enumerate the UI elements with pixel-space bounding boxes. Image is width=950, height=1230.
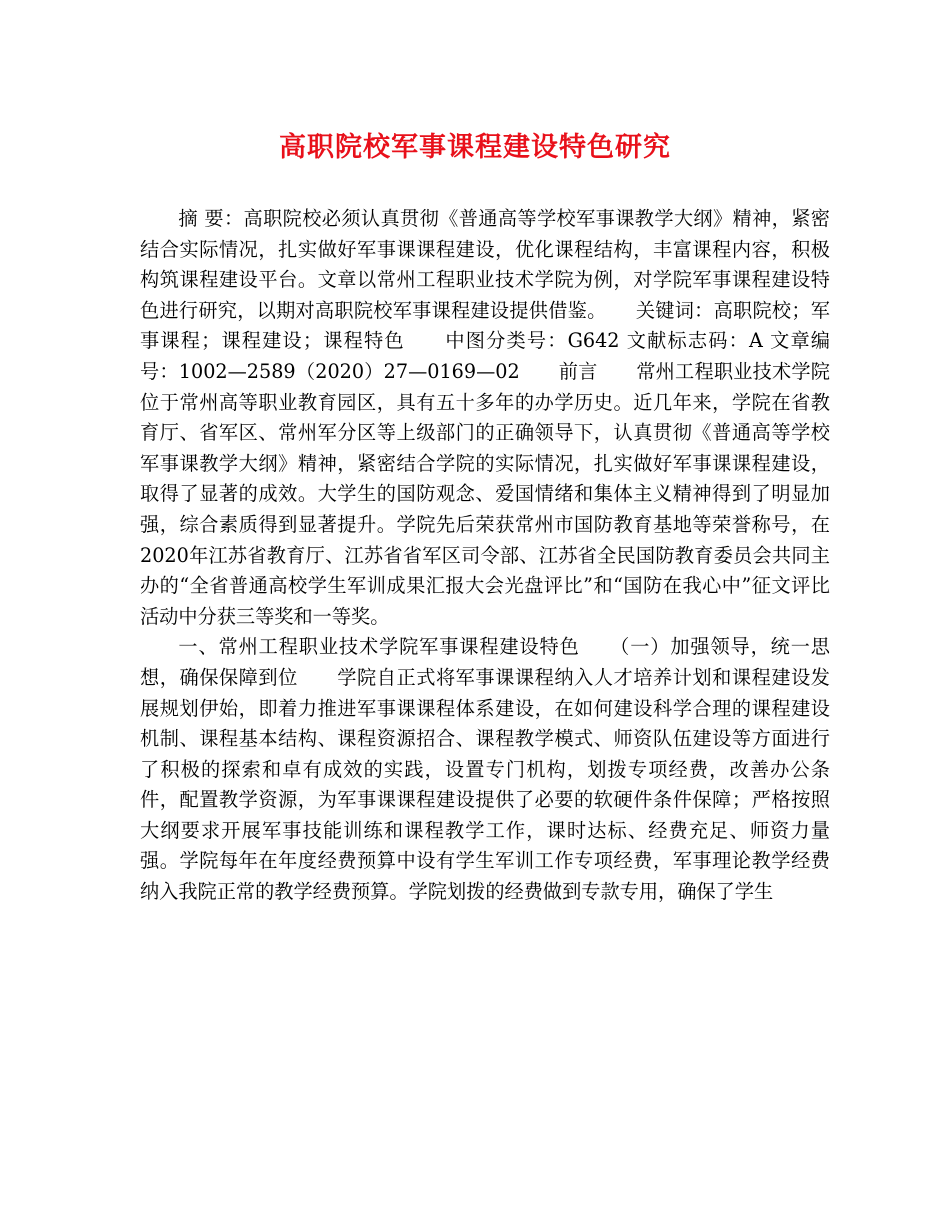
document-title: 高职院校军事课程建设特色研究	[279, 132, 671, 163]
abstract-paragraph: 摘 要：高职院校必须认真贯彻《普通高等学校军事课教学大纲》精神，紧密结合实际情况，扎实做好军事课课程建设，优化课程结构，丰富课程内容，积极构筑课程建设平台。文章以常州工程职业技术学院为例，对学院军事课程建设特色进行研究，以期对高职院校军事课程建设提供借鉴。 关键词：高职院校；军事课程；课程建设；课程特色 中图分类号：G642 文献标志码：A 文章编号：1002—2589（2020）27—0169—02 前言 常州工程职业技术学院位于常州高等职业教育园区，具有五十多年的办学历史。近几年来，学院在省教育厅、省军区、常州军分区等上级部门的正确领导下，认真贯彻《普通高等学校军事课教学大纲》精神，紧密结合学院的实际情况，扎实做好军事课课程建设，取得了显著的成效。大学生的国防观念、爱国情绪和集体主义精神得到了明显加强，综合素质得到显著提升。学院先后荣获常州市国防教育基地等荣誉称号，在2020年江苏省教育厅、江苏省省军区司令部、江苏省全民国防教育委员会共同主办的“全省普通高校学生军训成果汇报大会光盘评比”和“国防在我心中”征文评比活动中分获三等奖和一等奖。	[140, 207, 830, 628]
section-one-paragraph: 一、常州工程职业技术学院军事课程建设特色 （一）加强领导，统一思想，确保保障到位 学院自正式将军事课课程纳入人才培养计划和课程建设发展规划伊始，即着力推进军事课课程体系建设，在如何建设科学合理的课程建设机制、课程基本结构、课程资源招合、课程教学模式、师资队伍建设等方面进行了积极的探索和卓有成效的实践，设置专门机构，划拨专项经费，改善办公条件，配置教学资源，为军事课课程建设提供了必要的软硬件条件保障；严格按照大纲要求开展军事技能训练和课程教学工作，课时达标、经费充足、师资力量强。学院每年在年度经费预算中设有学生军训工作专项经费，军事理论教学经费纳入我院正常的教学经费预算。学院划拨的经费做到专款专用，确保了学生	[140, 635, 830, 904]
document-body	[140, 204, 830, 908]
